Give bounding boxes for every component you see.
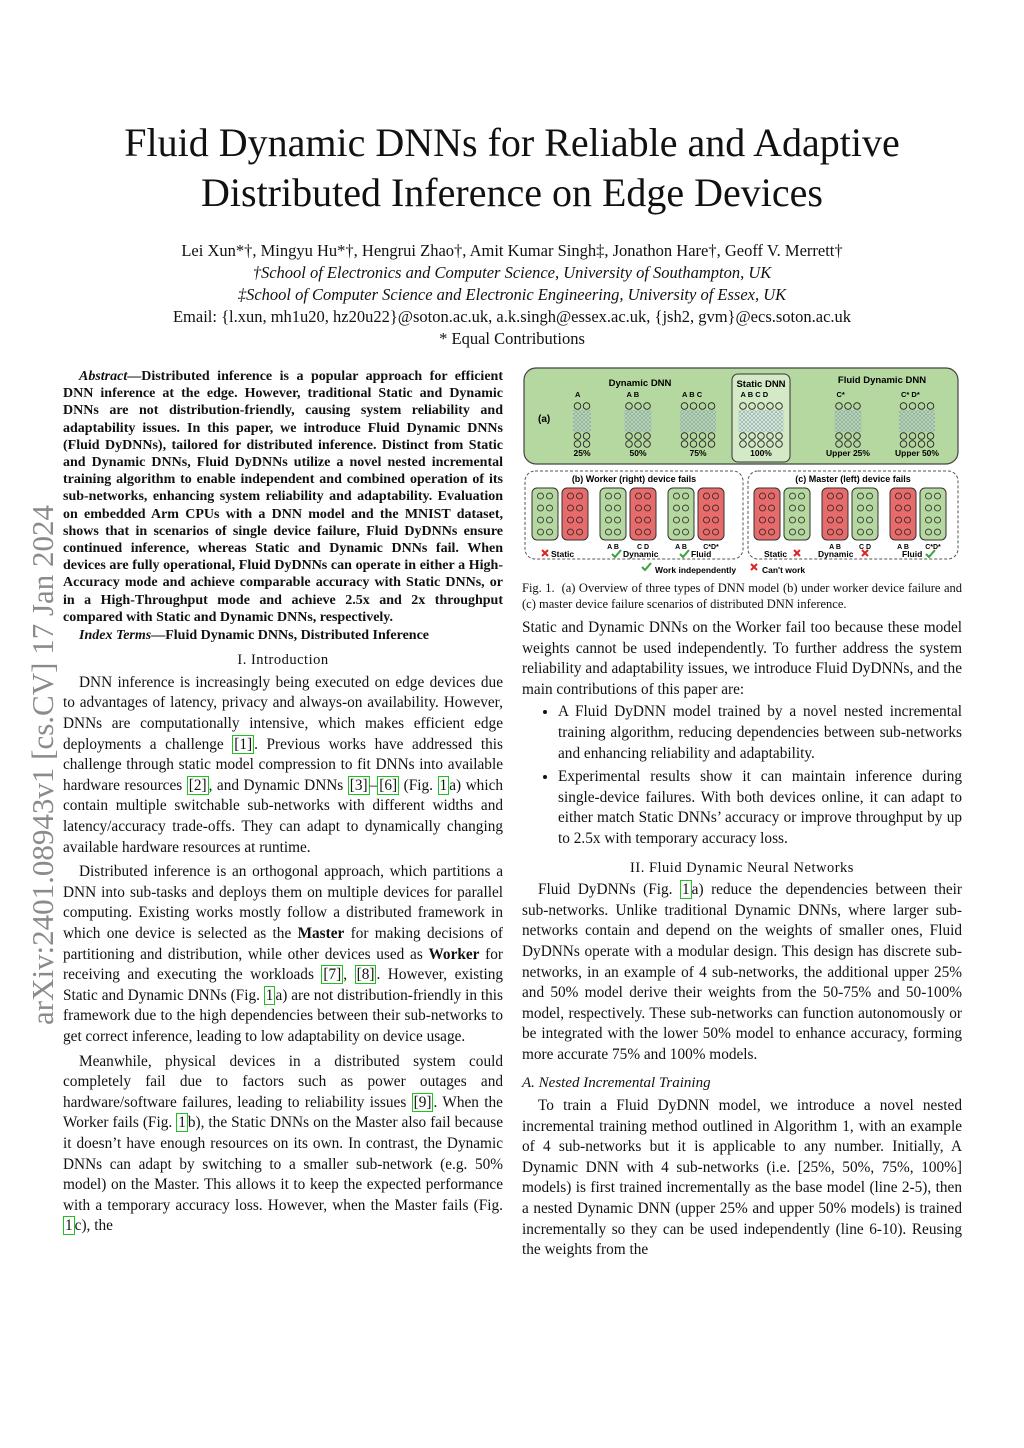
legend-ok: Work independently xyxy=(655,565,737,575)
scenario-label: Fluid xyxy=(902,549,923,559)
network-head-label: C* xyxy=(836,390,845,399)
citation-link[interactable]: [1] xyxy=(234,735,253,753)
figure-link[interactable]: 1 xyxy=(439,776,448,794)
static-dnn-title: Static DNN xyxy=(736,379,786,390)
network-head-label: A B xyxy=(626,390,640,399)
section-2-paragraph: Fluid DyDNNs (Fig. 1 a) reduce the dependencies between their sub-networks. Unlike traditional Dynamic DNNs, where larger sub-networks contain and depend on the weights of smaller ones, Fluid DyDNNs operate with a modular design. This design has discrete sub-networks, in an example of 4 sub-networks, the additional upper 25% and 50% model derive their weights from the 50-75% and 50-100% model, respectively. These sub-networks can function autonomously or be integrated with the lower 50% model to enhance accuracy, forming more accurate 75% and 100% models. xyxy=(522,881,963,1063)
network-head-label: A B C D xyxy=(740,390,769,399)
network-size-label: Upper 50% xyxy=(895,448,939,458)
author-emails: Email: {l.xun, mh1u20, hz20u22}@soton.ac.uk, a.k.singh@essex.ac.uk, {jsh2, gvm}@ecs.soton.ac.uk xyxy=(172,307,852,326)
master-device xyxy=(532,488,558,540)
citation-link[interactable]: [3] xyxy=(349,776,368,794)
abstract-label: Abstract xyxy=(79,369,128,384)
left-column xyxy=(63,368,503,1237)
scenario-label: Dynamic xyxy=(623,549,659,559)
caption-text: (a) Overview of three types of DNN model (b) under worker device failure and (c) master device failure scenarios of distributed DNN inference. xyxy=(522,581,962,611)
device-sub-label: A B xyxy=(829,544,841,551)
caption-label: Fig. 1. xyxy=(522,581,555,595)
device-sub-label: A B xyxy=(897,544,909,551)
figure-link[interactable]: 1 xyxy=(265,986,274,1004)
device-sub-label: A B xyxy=(607,544,619,551)
worker-device xyxy=(852,488,878,540)
network-size-label: Upper 25% xyxy=(826,448,870,458)
equal-contribution-note: * Equal Contributions xyxy=(439,329,585,348)
contribution-2: • Experimental results show it can maintain inference during single-device failures. With both devices online, it can adapt to either match Static DNNs’ accuracy or improve throughput by up to 2.5x with temporary accuracy loss. xyxy=(558,767,962,849)
network-diagram xyxy=(625,403,652,448)
device-sub-label: C*D* xyxy=(703,544,719,551)
citation-link[interactable]: [8] xyxy=(356,966,375,984)
citation-link[interactable]: [2] xyxy=(188,776,207,794)
author-list: Lei Xun*†, Mingyu Hu*†, Hengrui Zhao†, Amit Kumar Singh‡, Jonathon Hare†, Geoff V. Merrett† xyxy=(181,241,843,260)
section-1-heading: I. Introduction xyxy=(237,652,329,669)
worker-device xyxy=(698,488,724,540)
arxiv-identifier: arXiv:2401.08943v1 [cs.CV] 17 Jan 2024 xyxy=(25,504,60,1026)
master-device xyxy=(890,488,916,540)
title-line-1: Fluid Dynamic DNNs for Reliable and Adaptive xyxy=(124,120,900,165)
paper-title xyxy=(0,118,1024,218)
network-size-label: 50% xyxy=(629,448,647,458)
worker-device xyxy=(920,488,946,540)
contributions-list xyxy=(522,702,962,849)
contribution-1: • A Fluid DyDNN model trained by a novel nested incremental training algorithm, reducing dependencies between sub-networks and enhancing reliability and adaptability. xyxy=(558,702,962,764)
worker-device xyxy=(784,488,810,540)
device-sub-label: C*D* xyxy=(925,544,941,551)
device-sub-label: C D xyxy=(858,544,872,551)
network-size-label: 75% xyxy=(689,448,707,458)
cross-icon xyxy=(794,550,800,556)
intro-paragraph-3: Meanwhile, physical devices in a distributed system could completely fail due to factors such as power outages and hardware/software failures, leading to reliability issues [9] . When the Worker fails (Fig. 1 b), the Static DNNs on the Master also fail because it doesn’t have enough resources on its own. In contrast, the Dynamic DNNs can adapt by switching to a smaller sub-network (e.g. 50% model) on the Master. This allows it to keep the expected performance with a temporary accuracy loss. However, when the Master fails (Fig. 1 c), the xyxy=(63,1052,504,1235)
master-device xyxy=(754,488,780,540)
network-head-label: A xyxy=(575,390,581,399)
cross-icon xyxy=(542,550,548,556)
check-icon xyxy=(642,563,651,570)
scenario-label: Static xyxy=(764,549,788,559)
figure-1 xyxy=(522,366,962,578)
check-icon xyxy=(680,550,689,557)
index-terms xyxy=(63,627,503,644)
dynamic-dnn-title: Dynamic DNN xyxy=(608,378,672,389)
device-sub-label: C D xyxy=(636,544,650,551)
intro-paragraph-1: DNN inference is increasingly being executed on edge devices due to advantages of latency, privacy and always-on availability. However, DNNs are computationally intensive, which makes efficient edge deployments a challenge [1] . Previous works have addressed this challenge through static model compression to fit DNNs into available hardware resources [2] , and Dynamic DNNs [3] – [6] (Fig. 1 a) which contain multiple switchable sub-networks with different widths and latency/accuracy trade-offs. They can adapt to dynamically changing available hardware resources at runtime. xyxy=(63,673,504,856)
worker-device xyxy=(562,488,588,540)
worker-device xyxy=(630,488,656,540)
device-sub-label: A B xyxy=(675,544,687,551)
panel-c-title: (c) Master (left) device fails xyxy=(795,474,911,484)
scenario-label: Fluid xyxy=(691,549,712,559)
cross-icon xyxy=(751,564,757,570)
check-icon xyxy=(612,550,621,557)
intro-paragraph-2: Distributed inference is an orthogonal approach, which partitions a DNN into sub-tasks and deploys them on multiple devices for parallel computing. Existing works mostly follow a distributed framework in which one device is selected as the Master for making decisions of partitioning and distribution, while other devices used as Worker for receiving and executing the workloads [7] , [8] . However, existing Static and Dynamic DNNs (Fig. 1 a) are not distribution-friendly in this framework due to the high dependencies between their sub-networks to get correct inference, leading to low adaptability on device usage. xyxy=(63,863,504,1045)
network-size-label: 100% xyxy=(750,448,772,458)
index-terms-label: Index Terms xyxy=(79,628,152,644)
scenario-label: Static xyxy=(551,549,575,559)
abstract-text: —Distributed inference is a popular approach for efficient DNN inference at the edge. However, traditional Static and Dynamic DNNs are not distribution-friendly, causing system reliability and adaptability issues. In this paper, we introduce Fluid Dynamic DNNs (Fluid DyDNNs), tailored for distributed inference. Distinct from Static and Dynamic DNNs, Fluid DyDNNs utilize a novel nested incremental training algorithm to enable independent and combined operation of its sub-networks, enhancing system reliability and adaptability. Evaluation on embedded Arm CPUs with a DNN model and the MNIST dataset, shows that in scenarios of single device failure, Fluid DyDNNs ensure continued inference, whereas Static and Dynamic DNNs fail. When devices are fully operational, Fluid DyDNNs can operate in either a High-Accuracy mode and achieve comparable accuracy with Static DNNs, or in a High-Throughput mode and achieve 2.5x and 2x throughput compared with Static and Dynamic DNNs, respectively. xyxy=(63,369,503,625)
check-icon xyxy=(926,550,935,557)
figure-link[interactable]: 1 xyxy=(65,1217,73,1235)
continued-paragraph: Static and Dynamic DNNs on the Worker fail too because these model weights cannot be used independently. To further address the system reliability and adaptability issues, we introduce Fluid DyDNNs, and the main contributions of this paper are: xyxy=(522,619,962,698)
network-head-label: C* D* xyxy=(901,390,920,399)
figure-1-diagram xyxy=(522,366,962,578)
scenario-label: Dynamic xyxy=(818,549,854,559)
network-head-label: A B C xyxy=(682,390,703,399)
master-device xyxy=(668,488,694,540)
master-device xyxy=(600,488,626,540)
citation-link[interactable]: [7] xyxy=(323,966,342,984)
index-terms-text: —Fluid Dynamic DNNs, Distributed Inference xyxy=(151,628,430,644)
arxiv-sidebar xyxy=(18,455,68,1075)
subsection-a-heading: A. Nested Incremental Training xyxy=(522,1075,711,1092)
panel-b-title: (b) Worker (right) device fails xyxy=(571,474,697,484)
panel-a-label: (a) xyxy=(538,414,551,425)
fluid-dnn-title: Fluid Dynamic DNN xyxy=(837,375,927,386)
network-size-label: 25% xyxy=(573,448,591,458)
subsection-a-paragraph: To train a Fluid DyDNN model, we introduce a novel nested incremental training method outlined in Algorithm 1, with an example of 4 sub-networks but it is applicable to any number. Initially, A Dynamic DNN with 4 sub-networks (i.e. [25%, 50%, 75%, 100%] models) is first trained incrementally as the base model (line 2-5), then a nested Dynamic DNN (upper 25% and upper 50% models) is trained incrementally so they can be used independently (line 6-10). Reusing the weights from the xyxy=(522,1097,962,1259)
citation-link[interactable]: [9] xyxy=(413,1093,432,1111)
master-device xyxy=(822,488,848,540)
figure-link[interactable]: 1 xyxy=(682,881,690,899)
section-2-heading: II. Fluid Dynamic Neural Networks xyxy=(630,859,854,876)
title-line-2: Distributed Inference on Edge Devices xyxy=(201,170,823,215)
network-diagram xyxy=(835,403,862,448)
right-column xyxy=(522,618,962,1261)
citation-link[interactable]: [6] xyxy=(379,776,398,794)
figure-1-caption xyxy=(522,580,962,612)
affiliation-southampton: †School of Electronics and Computer Science, University of Southampton, UK xyxy=(252,263,772,282)
figure-link[interactable]: 1 xyxy=(178,1114,186,1132)
affiliation-essex: ‡School of Computer Science and Electronic Engineering, University of Essex, UK xyxy=(237,285,787,304)
abstract xyxy=(63,368,503,626)
legend-bad: Can't work xyxy=(762,565,806,575)
